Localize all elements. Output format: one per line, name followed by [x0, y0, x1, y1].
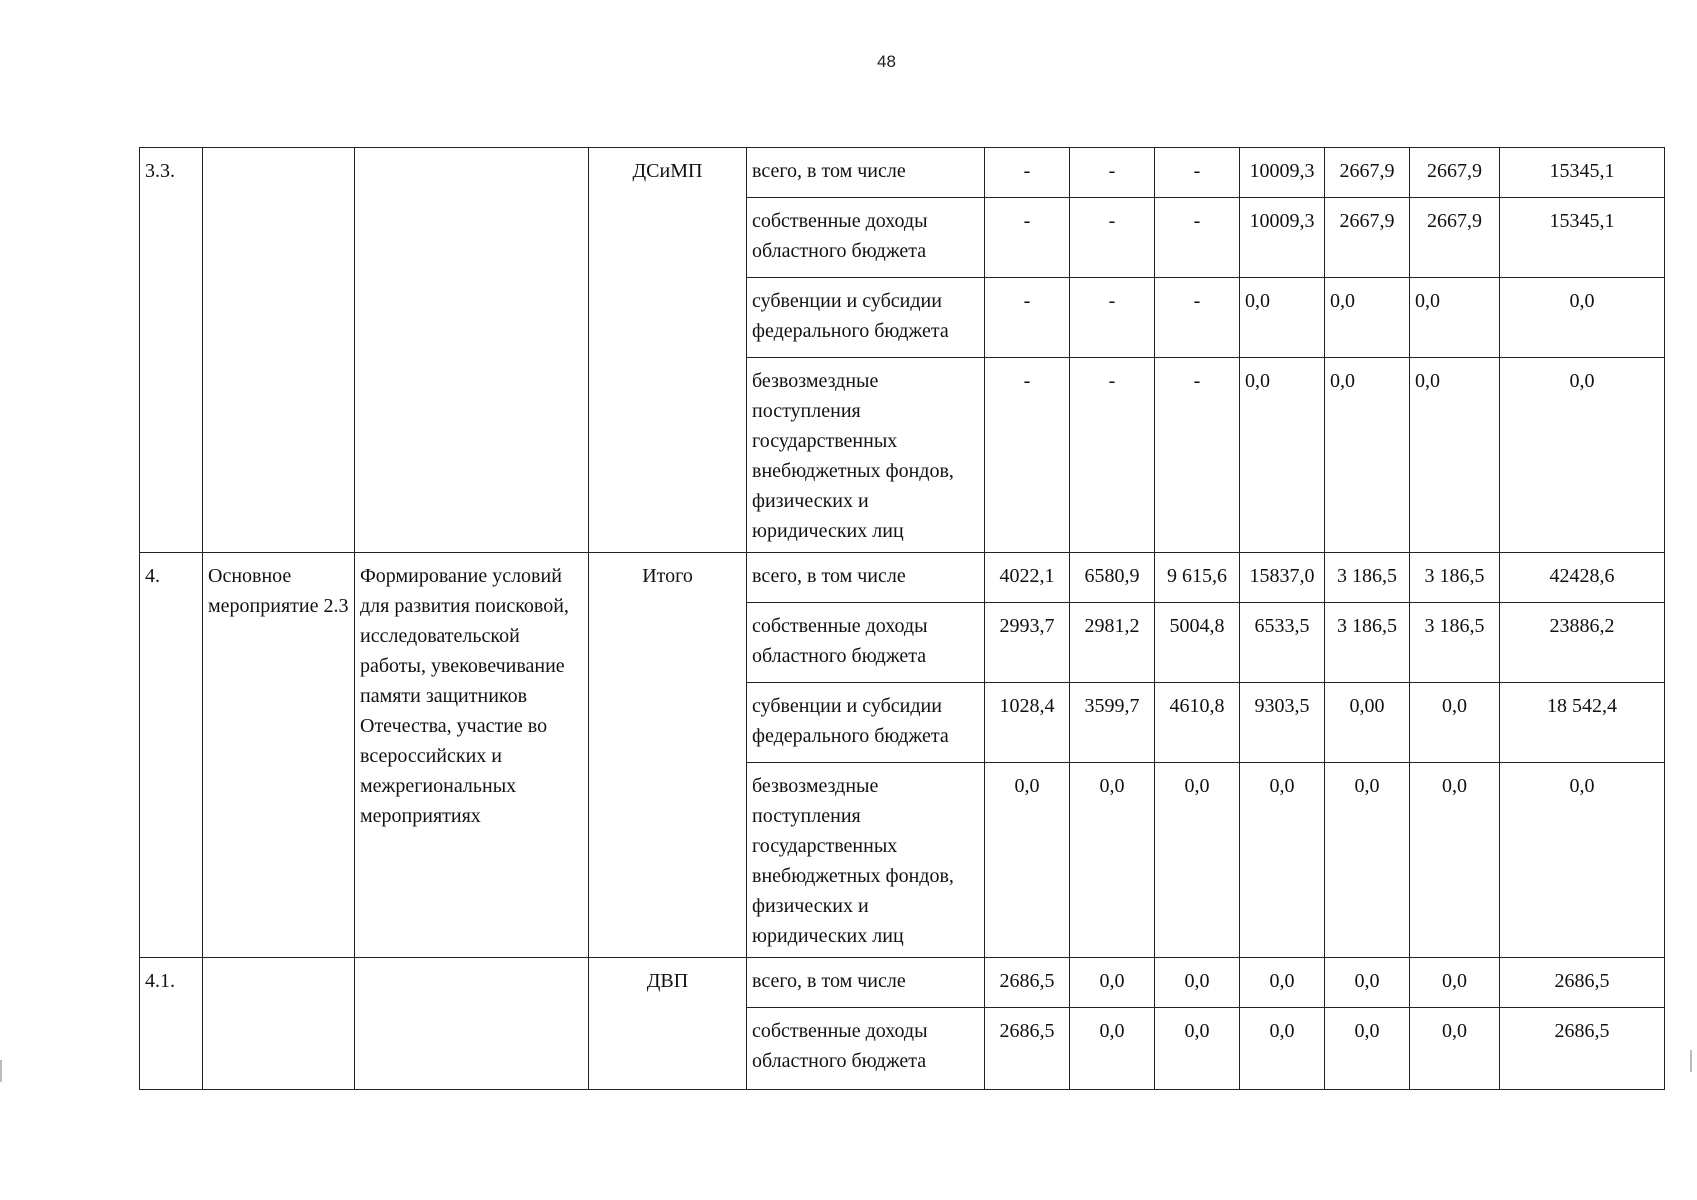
funding-source-cell: собственные доходы областного бюджета — [747, 198, 985, 278]
total-value-cell: 23886,2 — [1500, 603, 1665, 683]
year-value-cell: 2667,9 — [1325, 198, 1410, 278]
year-value-cell: 0,0 — [1410, 278, 1500, 358]
budget-table — [139, 147, 1665, 1090]
funding-source-cell: всего, в том числе — [747, 958, 985, 1008]
year-value-cell: 3 186,5 — [1410, 553, 1500, 603]
total-value-cell: 0,0 — [1500, 278, 1665, 358]
total-value-cell: 18 542,4 — [1500, 683, 1665, 763]
year-value-cell: - — [1155, 278, 1240, 358]
year-value-cell: 3 186,5 — [1410, 603, 1500, 683]
year-value-cell: - — [985, 148, 1070, 198]
year-value-cell: 0,0 — [1325, 1008, 1410, 1090]
event-name-cell: Основное мероприятие 2.3 — [203, 553, 355, 958]
year-value-cell: 0,0 — [1325, 278, 1410, 358]
year-value-cell: - — [985, 278, 1070, 358]
year-value-cell: 0,0 — [1410, 958, 1500, 1008]
funding-source-cell: субвенции и субсидии федерального бюджета — [747, 278, 985, 358]
year-value-cell: 4610,8 — [1155, 683, 1240, 763]
year-value-cell: 0,0 — [1240, 358, 1325, 553]
event-description-cell — [355, 958, 589, 1090]
year-value-cell: - — [1070, 358, 1155, 553]
funding-source-cell: собственные доходы областного бюджета — [747, 603, 985, 683]
year-value-cell: 1028,4 — [985, 683, 1070, 763]
event-description-cell: Формирование условий для развития поисковой, исследовательской работы, увековечивание памяти защитников Отечества, участие во всероссийских и межрегиональных мероприятиях — [355, 553, 589, 958]
table-row — [140, 958, 1665, 1008]
year-value-cell: - — [1070, 148, 1155, 198]
total-value-cell: 42428,6 — [1500, 553, 1665, 603]
year-value-cell: 0,0 — [1240, 763, 1325, 958]
year-value-cell: 5004,8 — [1155, 603, 1240, 683]
year-value-cell: 2667,9 — [1325, 148, 1410, 198]
year-value-cell: 0,0 — [1410, 1008, 1500, 1090]
event-name-cell — [203, 958, 355, 1090]
year-value-cell: - — [1070, 278, 1155, 358]
year-value-cell: 2686,5 — [985, 1008, 1070, 1090]
year-value-cell: 3599,7 — [1070, 683, 1155, 763]
year-value-cell: 0,0 — [1410, 763, 1500, 958]
year-value-cell: 0,0 — [1070, 763, 1155, 958]
executor-cell: ДСиМП — [589, 148, 747, 553]
year-value-cell: 6533,5 — [1240, 603, 1325, 683]
year-value-cell: 9303,5 — [1240, 683, 1325, 763]
funding-source-cell: субвенции и субсидии федерального бюджета — [747, 683, 985, 763]
year-value-cell: 0,0 — [1325, 763, 1410, 958]
year-value-cell: - — [1155, 198, 1240, 278]
section-number-cell: 4. — [140, 553, 203, 958]
year-value-cell: - — [1155, 358, 1240, 553]
executor-cell: Итого — [589, 553, 747, 958]
year-value-cell: - — [1155, 148, 1240, 198]
page-number: 48 — [877, 52, 896, 71]
year-value-cell: 9 615,6 — [1155, 553, 1240, 603]
year-value-cell: 10009,3 — [1240, 198, 1325, 278]
year-value-cell: 2667,9 — [1410, 198, 1500, 278]
year-value-cell: 6580,9 — [1070, 553, 1155, 603]
budget-table-body — [140, 148, 1665, 1090]
funding-source-cell: всего, в том числе — [747, 148, 985, 198]
year-value-cell: - — [985, 198, 1070, 278]
total-value-cell: 0,0 — [1500, 763, 1665, 958]
executor-cell: ДВП — [589, 958, 747, 1090]
year-value-cell: 0,0 — [1325, 958, 1410, 1008]
year-value-cell: 0,0 — [1240, 1008, 1325, 1090]
scan-margin-mark — [1690, 1050, 1692, 1072]
year-value-cell: 3 186,5 — [1325, 603, 1410, 683]
funding-source-cell: собственные доходы областного бюджета — [747, 1008, 985, 1090]
funding-source-cell: всего, в том числе — [747, 553, 985, 603]
year-value-cell: 0,0 — [1410, 358, 1500, 553]
event-description-cell — [355, 148, 589, 553]
table-row — [140, 553, 1665, 603]
year-value-cell: 0,0 — [1155, 763, 1240, 958]
year-value-cell: - — [985, 358, 1070, 553]
year-value-cell: 3 186,5 — [1325, 553, 1410, 603]
event-name-cell — [203, 148, 355, 553]
scan-margin-mark — [0, 1060, 2, 1082]
total-value-cell: 2686,5 — [1500, 1008, 1665, 1090]
funding-source-cell: безвозмездные поступления государственных внебюджетных фондов, физических и юридических лиц — [747, 763, 985, 958]
year-value-cell: 0,0 — [1240, 278, 1325, 358]
year-value-cell: 2686,5 — [985, 958, 1070, 1008]
year-value-cell: 0,0 — [1410, 683, 1500, 763]
year-value-cell: 0,0 — [1070, 1008, 1155, 1090]
year-value-cell: 0,0 — [1325, 358, 1410, 553]
total-value-cell: 0,0 — [1500, 358, 1665, 553]
year-value-cell: 0,0 — [1155, 1008, 1240, 1090]
total-value-cell: 2686,5 — [1500, 958, 1665, 1008]
year-value-cell: 0,0 — [1070, 958, 1155, 1008]
year-value-cell: 0,0 — [1155, 958, 1240, 1008]
year-value-cell: 0,00 — [1325, 683, 1410, 763]
year-value-cell: 10009,3 — [1240, 148, 1325, 198]
year-value-cell: 0,0 — [1240, 958, 1325, 1008]
total-value-cell: 15345,1 — [1500, 198, 1665, 278]
year-value-cell: - — [1070, 198, 1155, 278]
year-value-cell: 2667,9 — [1410, 148, 1500, 198]
year-value-cell: 0,0 — [985, 763, 1070, 958]
section-number-cell: 3.3. — [140, 148, 203, 553]
year-value-cell: 4022,1 — [985, 553, 1070, 603]
funding-source-cell: безвозмездные поступления государственных внебюджетных фондов, физических и юридических лиц — [747, 358, 985, 553]
year-value-cell: 2981,2 — [1070, 603, 1155, 683]
table-row — [140, 148, 1665, 198]
section-number-cell: 4.1. — [140, 958, 203, 1090]
year-value-cell: 15837,0 — [1240, 553, 1325, 603]
total-value-cell: 15345,1 — [1500, 148, 1665, 198]
year-value-cell: 2993,7 — [985, 603, 1070, 683]
